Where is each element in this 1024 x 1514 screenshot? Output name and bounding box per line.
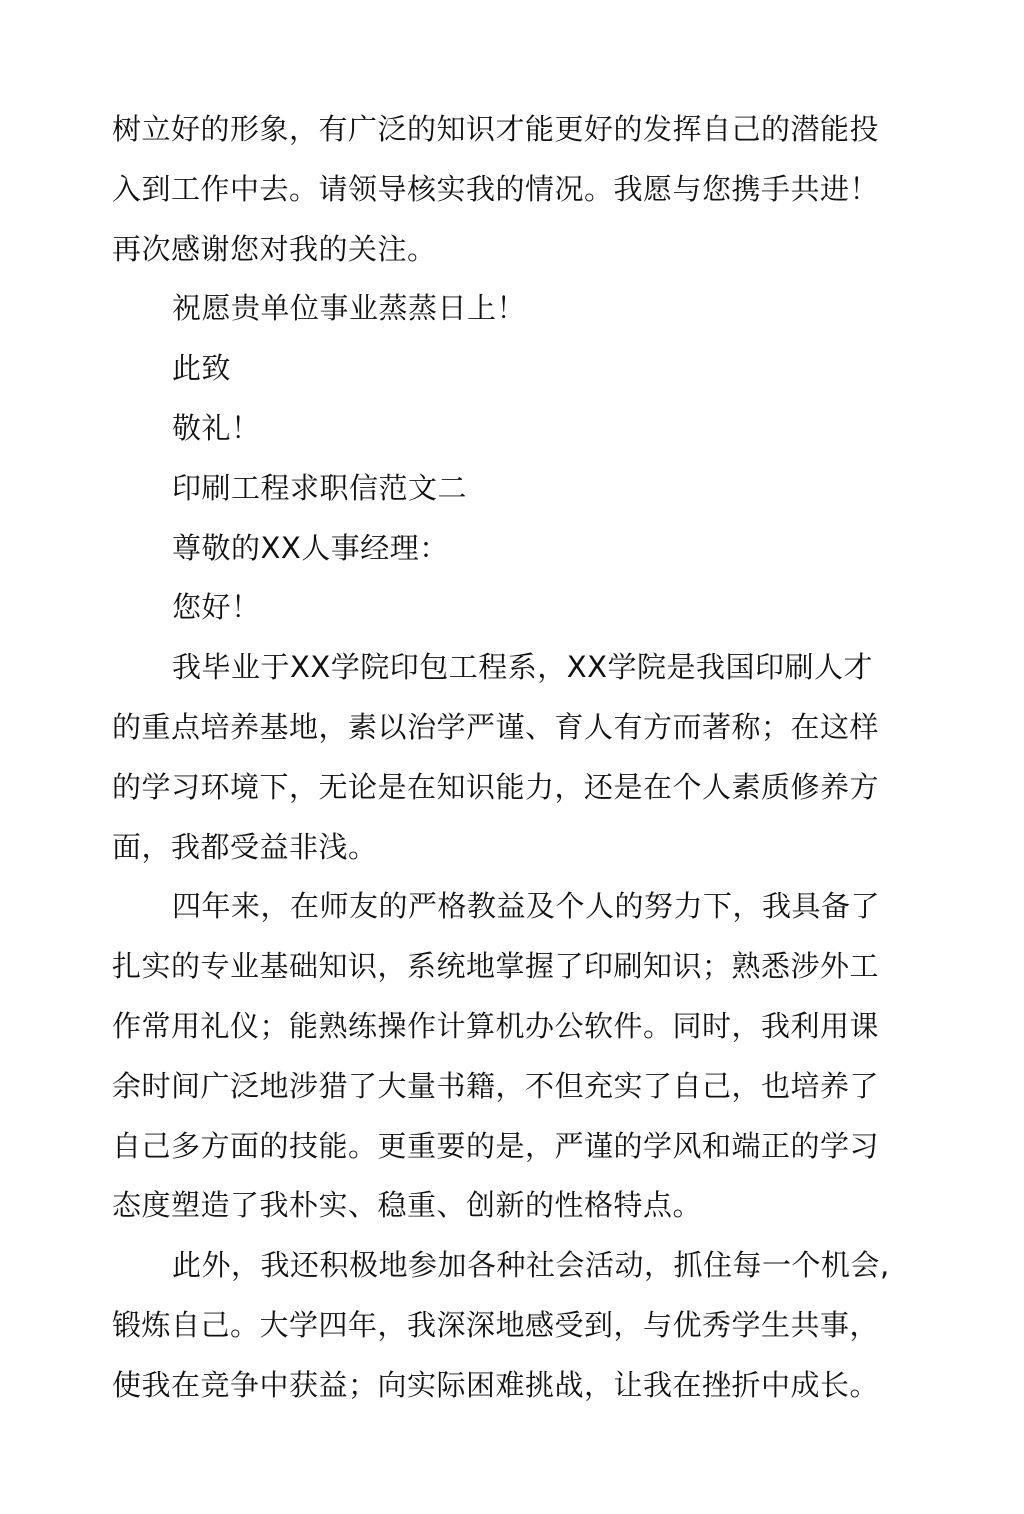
text-line: 扎实的专业基础知识，系统地掌握了印刷知识；熟悉涉外工 (112, 949, 880, 984)
text-line: 您好！ (172, 590, 261, 625)
text-line: 我毕业于XX学院印包工程系，XX学院是我国印刷人才 (172, 650, 873, 685)
text-line: 作常用礼仪；能熟练操作计算机办公软件。同时，我利用课 (112, 1008, 880, 1043)
text-line: 印刷工程求职信范文二 (172, 470, 468, 505)
text-line: 自己多方面的技能。更重要的是，严谨的学风和端正的学习 (112, 1128, 880, 1163)
text-line: 余时间广泛地涉猎了大量书籍，不但充实了自己，也培养了 (112, 1068, 880, 1103)
text-line: 四年来，在师友的严格教益及个人的努力下，我具备了 (172, 889, 881, 924)
text-line: 面，我都受益非浅。 (112, 829, 378, 864)
text-line: 态度塑造了我朴实、稳重、创新的性格特点。 (112, 1188, 703, 1223)
text-line: 的重点培养基地，素以治学严谨、育人有方而著称；在这样 (112, 709, 880, 744)
text-line: 敬礼！ (172, 410, 261, 445)
text-line: 此致 (172, 351, 232, 386)
text-line: 入到工作中去。请领导核实我的情况。我愿与您携手共进！ (112, 171, 880, 206)
text-line: 使我在竞争中获益；向实际困难挑战，让我在挫折中成长。 (112, 1367, 880, 1402)
text-line: 此外，我还积极地参加各种社会活动，抓住每一个机会, (172, 1248, 890, 1283)
text-line: 树立好的形象，有广泛的知识才能更好的发挥自己的潜能投 (112, 112, 880, 146)
text-line: 尊敬的XX人事经理： (172, 530, 449, 565)
text-line: 的学习环境下，无论是在知识能力，还是在个人素质修养方 (112, 769, 880, 804)
text-line: 锻炼自己。大学四年，我深深地感受到，与优秀学生共事， (112, 1307, 880, 1342)
text-line: 祝愿贵单位事业蒸蒸日上！ (172, 291, 527, 326)
text-line: 再次感谢您对我的关注。 (112, 231, 437, 266)
letter-body (112, 100, 902, 1416)
